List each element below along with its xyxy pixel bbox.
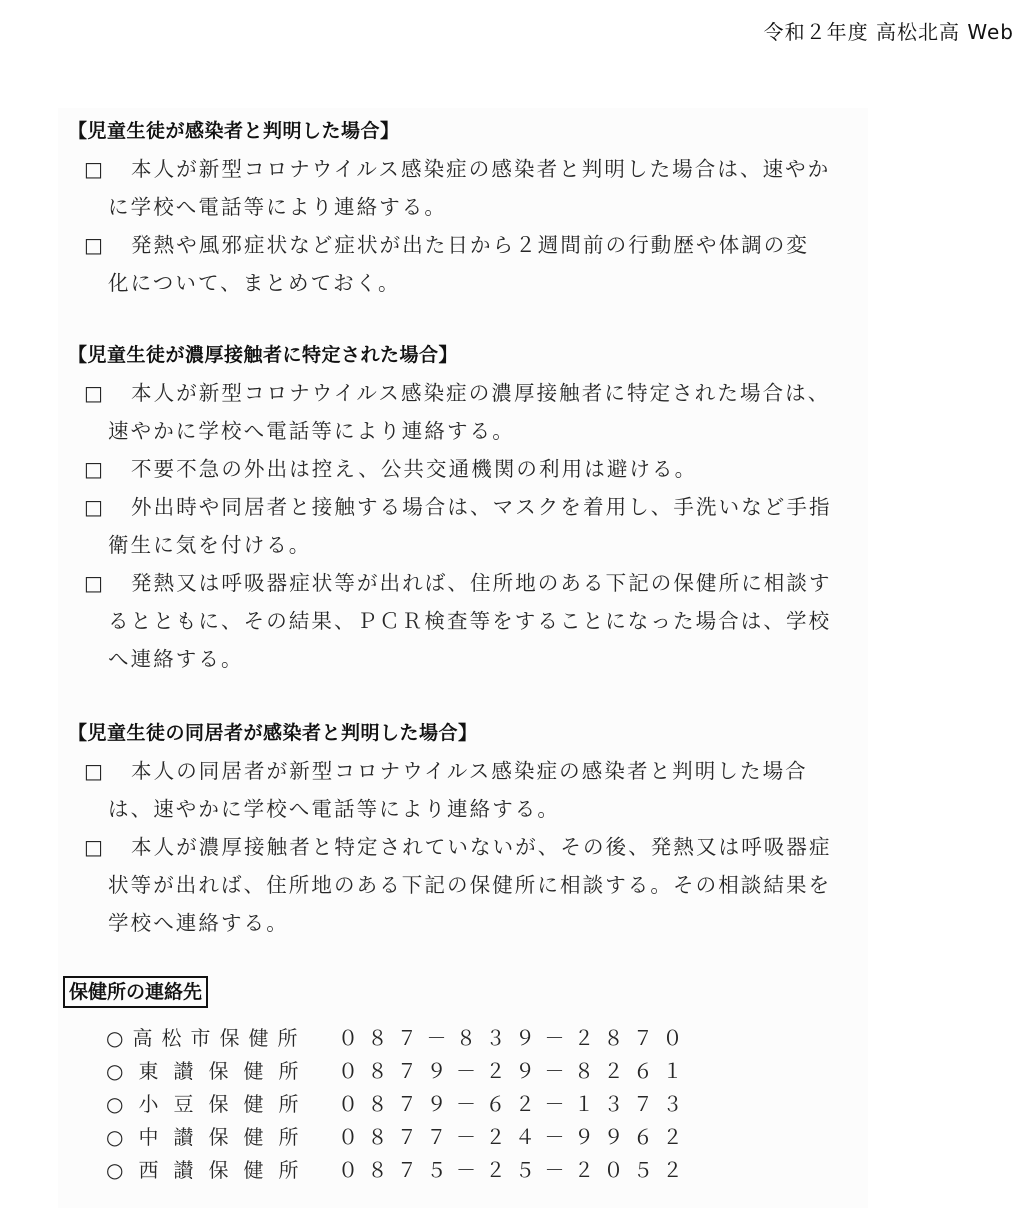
checkbox-icon: □ xyxy=(84,495,105,519)
contact-row xyxy=(106,1022,692,1055)
checkbox-icon: □ xyxy=(84,759,105,783)
item-text-line: 速やかに学校へ電話等により連絡する。 xyxy=(108,419,515,443)
list-item xyxy=(58,828,868,942)
item-text-line: るとともに、その結果、ＰＣＲ検査等をすることになった場合は、学校 xyxy=(108,609,832,633)
list-item xyxy=(58,564,868,678)
contact-section-title: 保健所の連絡先 xyxy=(63,976,208,1008)
item-text-line: 状等が出れば、住所地のある下記の保健所に相談する。その相談結果を xyxy=(108,873,832,897)
item-text-line: 本人が新型コロナウイルス感染症の感染者と判明した場合は、速やか xyxy=(131,157,831,181)
contact-list xyxy=(106,1022,692,1187)
list-item xyxy=(58,450,868,488)
checkbox-icon: □ xyxy=(84,157,105,181)
contact-row xyxy=(106,1154,692,1187)
health-center-phone: ０８７５－２５－２０５２ xyxy=(338,1158,692,1182)
item-text-line: 外出時や同居者と接触する場合は、マスクを着用し、手洗いなど手指 xyxy=(131,495,832,519)
item-text-line: 本人が新型コロナウイルス感染症の濃厚接触者に特定された場合は、 xyxy=(131,381,831,405)
contact-row xyxy=(106,1121,692,1154)
checkbox-icon: □ xyxy=(84,835,105,859)
section-cohabitant-infected xyxy=(58,718,868,942)
section-heading: 【児童生徒が感染者と判明した場合】 xyxy=(68,120,400,142)
contact-row xyxy=(106,1088,692,1121)
item-text-line: 化について、まとめておく。 xyxy=(108,271,401,295)
section-heading: 【児童生徒の同居者が感染者と判明した場合】 xyxy=(68,722,478,744)
health-center-name: ○高松市保健所 xyxy=(106,1026,307,1050)
item-text-line: 衛生に気を付ける。 xyxy=(108,533,312,557)
list-item xyxy=(58,752,868,828)
health-center-phone: ０８７７－２４－９９６２ xyxy=(338,1125,692,1149)
health-center-phone: ０８７－８３９－２８７０ xyxy=(338,1026,692,1050)
section-infected xyxy=(58,116,868,302)
checkbox-icon: □ xyxy=(84,457,105,481)
item-text-line: は、速やかに学校へ電話等により連絡する。 xyxy=(108,797,560,821)
health-center-name: ○東讃保健所 xyxy=(106,1059,314,1083)
item-text-line: に学校へ電話等により連絡する。 xyxy=(108,195,447,219)
list-item xyxy=(58,374,868,450)
checkbox-icon: □ xyxy=(84,381,105,405)
health-center-phone: ０８７９－２９－８２６１ xyxy=(338,1059,692,1083)
document-body xyxy=(58,108,868,1208)
item-text-line: へ連絡する。 xyxy=(108,647,244,671)
health-center-phone: ０８７９－６２－１３７３ xyxy=(338,1092,692,1116)
item-text-line: 本人が濃厚接触者と特定されていないが、その後、発熱又は呼吸器症 xyxy=(131,835,832,859)
item-text-line: 不要不急の外出は控え、公共交通機関の利用は避ける。 xyxy=(131,457,698,481)
checkbox-icon: □ xyxy=(84,571,105,595)
list-item xyxy=(58,488,868,564)
item-text-line: 発熱又は呼吸器症状等が出れば、住所地のある下記の保健所に相談す xyxy=(131,571,832,595)
list-item xyxy=(58,226,868,302)
item-text-line: 発熱や風邪症状など症状が出た日から２週間前の行動歴や体調の変 xyxy=(131,233,809,257)
section-heading: 【児童生徒が濃厚接触者に特定された場合】 xyxy=(68,344,459,366)
health-center-name: ○中讃保健所 xyxy=(106,1125,314,1149)
health-center-name: ○西讃保健所 xyxy=(106,1158,314,1182)
checkbox-icon: □ xyxy=(84,233,105,257)
item-text-line: 本人の同居者が新型コロナウイルス感染症の感染者と判明した場合 xyxy=(131,759,808,783)
item-text-line: 学校へ連絡する。 xyxy=(108,911,289,935)
contact-row xyxy=(106,1055,692,1088)
section-close-contact xyxy=(58,340,868,678)
health-center-name: ○小豆保健所 xyxy=(106,1092,314,1116)
list-item xyxy=(58,150,868,226)
page-header-label: 令和２年度 高松北高 Web xyxy=(763,20,1014,44)
